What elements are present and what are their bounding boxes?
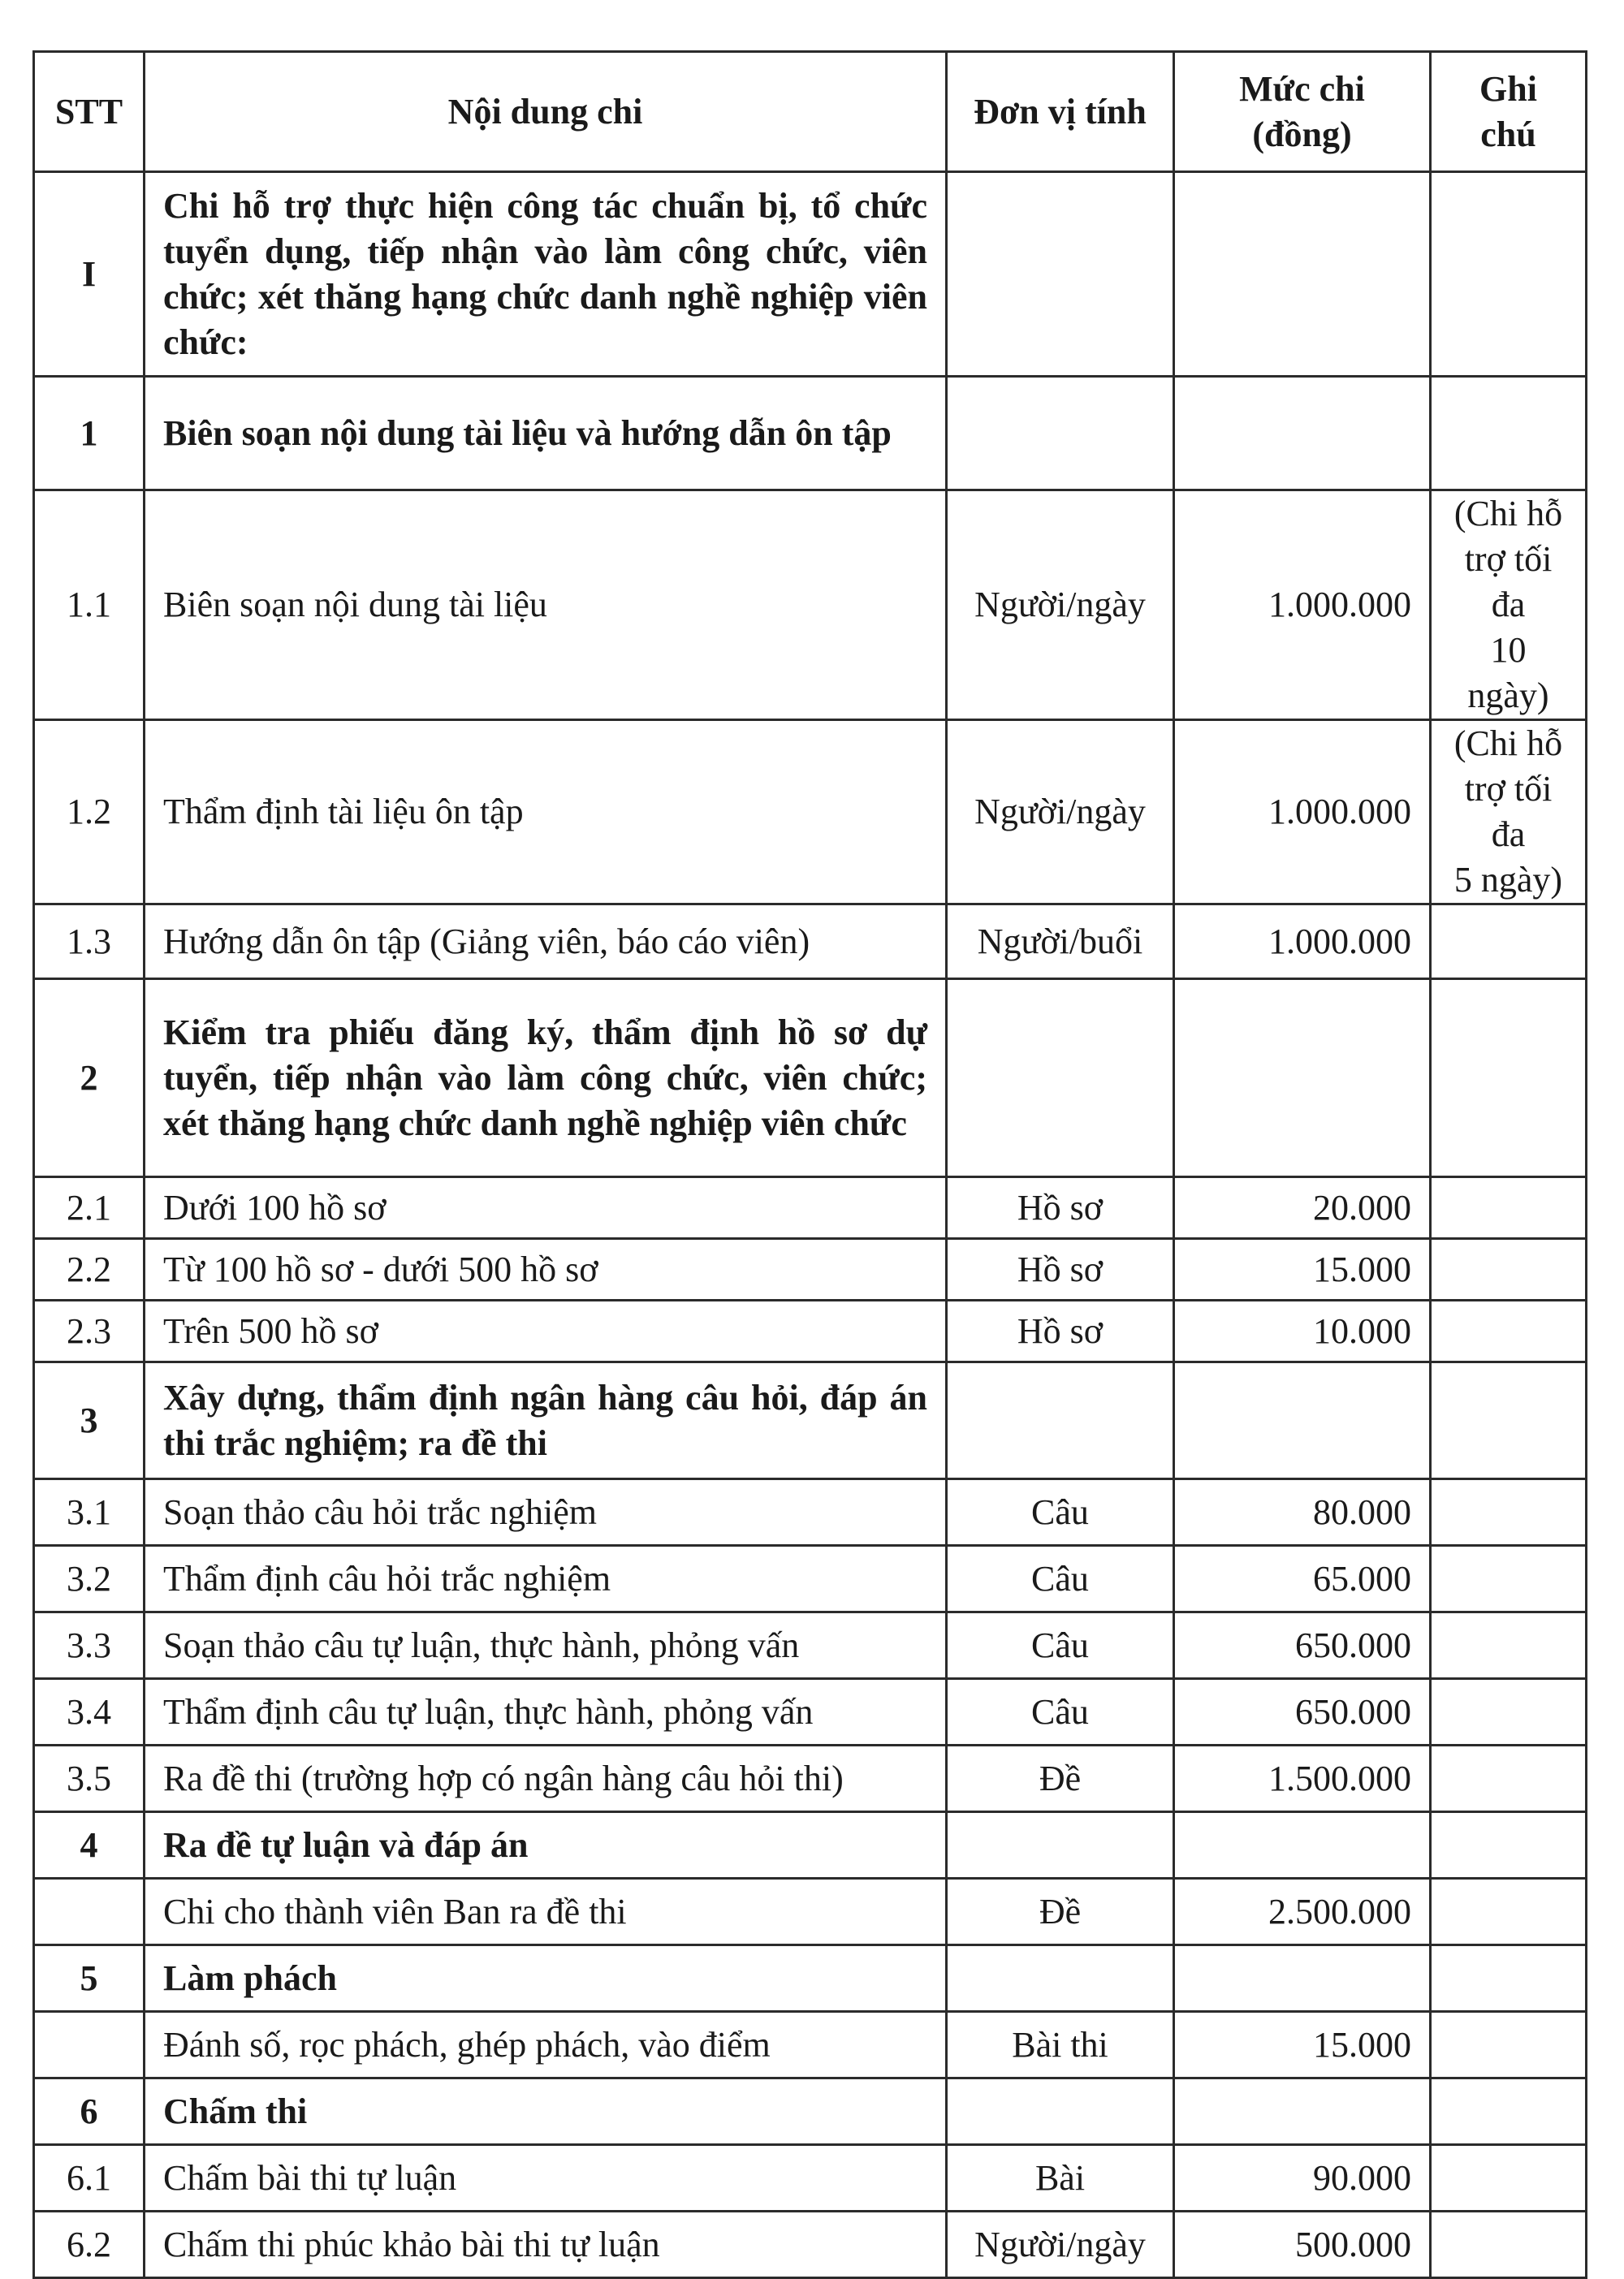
row-note bbox=[1431, 2145, 1587, 2212]
header-amount-line2: (đồng) bbox=[1252, 114, 1352, 154]
row-amount: 15.000 bbox=[1174, 1239, 1431, 1301]
row-note bbox=[1431, 2078, 1587, 2145]
table-row bbox=[34, 1945, 1587, 2012]
header-amount bbox=[1174, 52, 1431, 172]
header-unit: Đơn vị tính bbox=[947, 52, 1174, 172]
row-content: Thẩm định tài liệu ôn tập bbox=[145, 720, 947, 904]
row-content: Ra đề thi (trường hợp có ngân hàng câu hỏi thi) bbox=[145, 1746, 947, 1812]
row-note bbox=[1431, 172, 1587, 377]
row-unit: Đề bbox=[947, 1879, 1174, 1945]
row-note bbox=[1431, 1612, 1587, 1679]
row-content: Dưới 100 hồ sơ bbox=[145, 1177, 947, 1239]
row-content: Chi hỗ trợ thực hiện công tác chuẩn bị, tổ chức tuyển dụng, tiếp nhận vào làm công chức, viên chức; xét thăng hạng chức danh nghề nghiệp viên chức: bbox=[145, 172, 947, 377]
table-row bbox=[34, 2078, 1587, 2145]
row-amount bbox=[1174, 1812, 1431, 1879]
note-line: 5 ngày) bbox=[1453, 860, 1563, 900]
header-note-line1: Ghi bbox=[1479, 68, 1537, 109]
row-note bbox=[1431, 720, 1587, 904]
note-line: (Chi hỗ bbox=[1453, 723, 1563, 763]
row-stt: 3.2 bbox=[34, 1546, 145, 1612]
row-stt: 2.2 bbox=[34, 1239, 145, 1301]
table-row bbox=[34, 904, 1587, 979]
table-row bbox=[34, 1812, 1587, 1879]
row-amount: 20.000 bbox=[1174, 1177, 1431, 1239]
row-content: Thẩm định câu hỏi trắc nghiệm bbox=[145, 1546, 947, 1612]
row-amount: 650.000 bbox=[1174, 1612, 1431, 1679]
row-unit: Hồ sơ bbox=[947, 1177, 1174, 1239]
row-content: Hướng dẫn ôn tập (Giảng viên, báo cáo viên) bbox=[145, 904, 947, 979]
row-unit bbox=[947, 377, 1174, 490]
row-unit bbox=[947, 1812, 1174, 1879]
note-line: trợ tối đa bbox=[1464, 769, 1553, 854]
table-row bbox=[34, 1239, 1587, 1301]
table-row bbox=[34, 1479, 1587, 1546]
row-content: Chi cho thành viên Ban ra đề thi bbox=[145, 1879, 947, 1945]
table-row bbox=[34, 2212, 1587, 2278]
row-unit: Hồ sơ bbox=[947, 1301, 1174, 1362]
row-note bbox=[1431, 1879, 1587, 1945]
row-content: Chấm thi phúc khảo bài thi tự luận bbox=[145, 2212, 947, 2278]
row-note bbox=[1431, 1812, 1587, 1879]
row-amount bbox=[1174, 2078, 1431, 2145]
table-row bbox=[34, 1612, 1587, 1679]
row-amount: 90.000 bbox=[1174, 2145, 1431, 2212]
row-content: Thẩm định câu tự luận, thực hành, phỏng vấn bbox=[145, 1679, 947, 1746]
row-note bbox=[1431, 1746, 1587, 1812]
note-line: (Chi hỗ bbox=[1453, 494, 1563, 533]
row-note bbox=[1431, 1301, 1587, 1362]
table-row bbox=[34, 1301, 1587, 1362]
row-stt: 3 bbox=[34, 1362, 145, 1479]
row-unit bbox=[947, 979, 1174, 1177]
row-unit bbox=[947, 1362, 1174, 1479]
row-note bbox=[1431, 490, 1587, 720]
table-row bbox=[34, 720, 1587, 904]
row-note bbox=[1431, 377, 1587, 490]
row-stt: 1.1 bbox=[34, 490, 145, 720]
row-note bbox=[1431, 1177, 1587, 1239]
header-stt: STT bbox=[34, 52, 145, 172]
row-content: Xây dựng, thẩm định ngân hàng câu hỏi, đáp án thi trắc nghiệm; ra đề thi bbox=[145, 1362, 947, 1479]
row-amount: 80.000 bbox=[1174, 1479, 1431, 1546]
row-note bbox=[1431, 1239, 1587, 1301]
row-amount bbox=[1174, 979, 1431, 1177]
row-amount: 15.000 bbox=[1174, 2012, 1431, 2078]
header-row bbox=[34, 52, 1587, 172]
table-row bbox=[34, 490, 1587, 720]
row-amount: 650.000 bbox=[1174, 1679, 1431, 1746]
row-note bbox=[1431, 1546, 1587, 1612]
row-note bbox=[1431, 979, 1587, 1177]
row-stt: 6.2 bbox=[34, 2212, 145, 2278]
row-stt: 1.2 bbox=[34, 720, 145, 904]
row-content: Soạn thảo câu tự luận, thực hành, phỏng vấn bbox=[145, 1612, 947, 1679]
note-line: 10 ngày) bbox=[1467, 630, 1549, 715]
row-note bbox=[1431, 1362, 1587, 1479]
row-amount: 65.000 bbox=[1174, 1546, 1431, 1612]
row-content: Biên soạn nội dung tài liệu bbox=[145, 490, 947, 720]
row-stt: I bbox=[34, 172, 145, 377]
row-unit: Bài bbox=[947, 2145, 1174, 2212]
row-content: Soạn thảo câu hỏi trắc nghiệm bbox=[145, 1479, 947, 1546]
row-note bbox=[1431, 1479, 1587, 1546]
row-amount bbox=[1174, 1945, 1431, 2012]
row-content: Chấm thi bbox=[145, 2078, 947, 2145]
note-line: trợ tối đa bbox=[1464, 539, 1553, 624]
row-unit bbox=[947, 172, 1174, 377]
row-content: Biên soạn nội dung tài liệu và hướng dẫn ôn tập bbox=[145, 377, 947, 490]
row-note bbox=[1431, 1679, 1587, 1746]
header-note bbox=[1431, 52, 1587, 172]
row-unit: Người/ngày bbox=[947, 720, 1174, 904]
row-stt: 3.4 bbox=[34, 1679, 145, 1746]
row-content: Kiểm tra phiếu đăng ký, thẩm định hồ sơ dự tuyển, tiếp nhận vào làm công chức, viên chức; xét thăng hạng chức danh nghề nghiệp viên chức bbox=[145, 979, 947, 1177]
row-amount bbox=[1174, 172, 1431, 377]
table-row bbox=[34, 1679, 1587, 1746]
expense-table bbox=[32, 50, 1587, 2279]
row-unit: Người/ngày bbox=[947, 490, 1174, 720]
row-note bbox=[1431, 904, 1587, 979]
row-unit: Câu bbox=[947, 1612, 1174, 1679]
table-row bbox=[34, 1177, 1587, 1239]
table-row bbox=[34, 1879, 1587, 1945]
table-row bbox=[34, 2012, 1587, 2078]
row-stt: 1 bbox=[34, 377, 145, 490]
row-unit: Bài thi bbox=[947, 2012, 1174, 2078]
row-content: Đánh số, rọc phách, ghép phách, vào điểm bbox=[145, 2012, 947, 2078]
row-amount: 2.500.000 bbox=[1174, 1879, 1431, 1945]
header-content: Nội dung chi bbox=[145, 52, 947, 172]
row-amount: 500.000 bbox=[1174, 2212, 1431, 2278]
row-amount: 1.000.000 bbox=[1174, 720, 1431, 904]
row-amount: 1.000.000 bbox=[1174, 490, 1431, 720]
row-unit: Câu bbox=[947, 1479, 1174, 1546]
table-row bbox=[34, 1746, 1587, 1812]
row-stt: 3.5 bbox=[34, 1746, 145, 1812]
row-amount: 10.000 bbox=[1174, 1301, 1431, 1362]
row-unit bbox=[947, 2078, 1174, 2145]
header-note-line2: chú bbox=[1480, 114, 1536, 154]
row-content: Ra đề tự luận và đáp án bbox=[145, 1812, 947, 1879]
row-stt: 6 bbox=[34, 2078, 145, 2145]
row-unit bbox=[947, 1945, 1174, 2012]
table-row bbox=[34, 1362, 1587, 1479]
row-unit: Câu bbox=[947, 1679, 1174, 1746]
row-content: Chấm bài thi tự luận bbox=[145, 2145, 947, 2212]
row-amount bbox=[1174, 1362, 1431, 1479]
row-stt: 2 bbox=[34, 979, 145, 1177]
row-unit: Hồ sơ bbox=[947, 1239, 1174, 1301]
row-content: Trên 500 hồ sơ bbox=[145, 1301, 947, 1362]
row-stt: 3.1 bbox=[34, 1479, 145, 1546]
row-stt: 3.3 bbox=[34, 1612, 145, 1679]
row-unit: Người/ngày bbox=[947, 2212, 1174, 2278]
table-row bbox=[34, 979, 1587, 1177]
row-stt: 2.1 bbox=[34, 1177, 145, 1239]
row-unit: Người/buổi bbox=[947, 904, 1174, 979]
header-amount-line1: Mức chi bbox=[1239, 68, 1365, 109]
row-note bbox=[1431, 2012, 1587, 2078]
row-note bbox=[1431, 1945, 1587, 2012]
row-stt bbox=[34, 1879, 145, 1945]
row-content: Làm phách bbox=[145, 1945, 947, 2012]
row-stt: 5 bbox=[34, 1945, 145, 2012]
row-stt: 1.3 bbox=[34, 904, 145, 979]
row-stt bbox=[34, 2012, 145, 2078]
row-stt: 2.3 bbox=[34, 1301, 145, 1362]
row-unit: Đề bbox=[947, 1746, 1174, 1812]
row-note bbox=[1431, 2212, 1587, 2278]
row-amount: 1.000.000 bbox=[1174, 904, 1431, 979]
table-row bbox=[34, 1546, 1587, 1612]
row-amount: 1.500.000 bbox=[1174, 1746, 1431, 1812]
row-stt: 6.1 bbox=[34, 2145, 145, 2212]
table-row bbox=[34, 2145, 1587, 2212]
row-content: Từ 100 hồ sơ - dưới 500 hồ sơ bbox=[145, 1239, 947, 1301]
row-stt: 4 bbox=[34, 1812, 145, 1879]
table-row bbox=[34, 172, 1587, 377]
table-row bbox=[34, 377, 1587, 490]
row-amount bbox=[1174, 377, 1431, 490]
row-unit: Câu bbox=[947, 1546, 1174, 1612]
